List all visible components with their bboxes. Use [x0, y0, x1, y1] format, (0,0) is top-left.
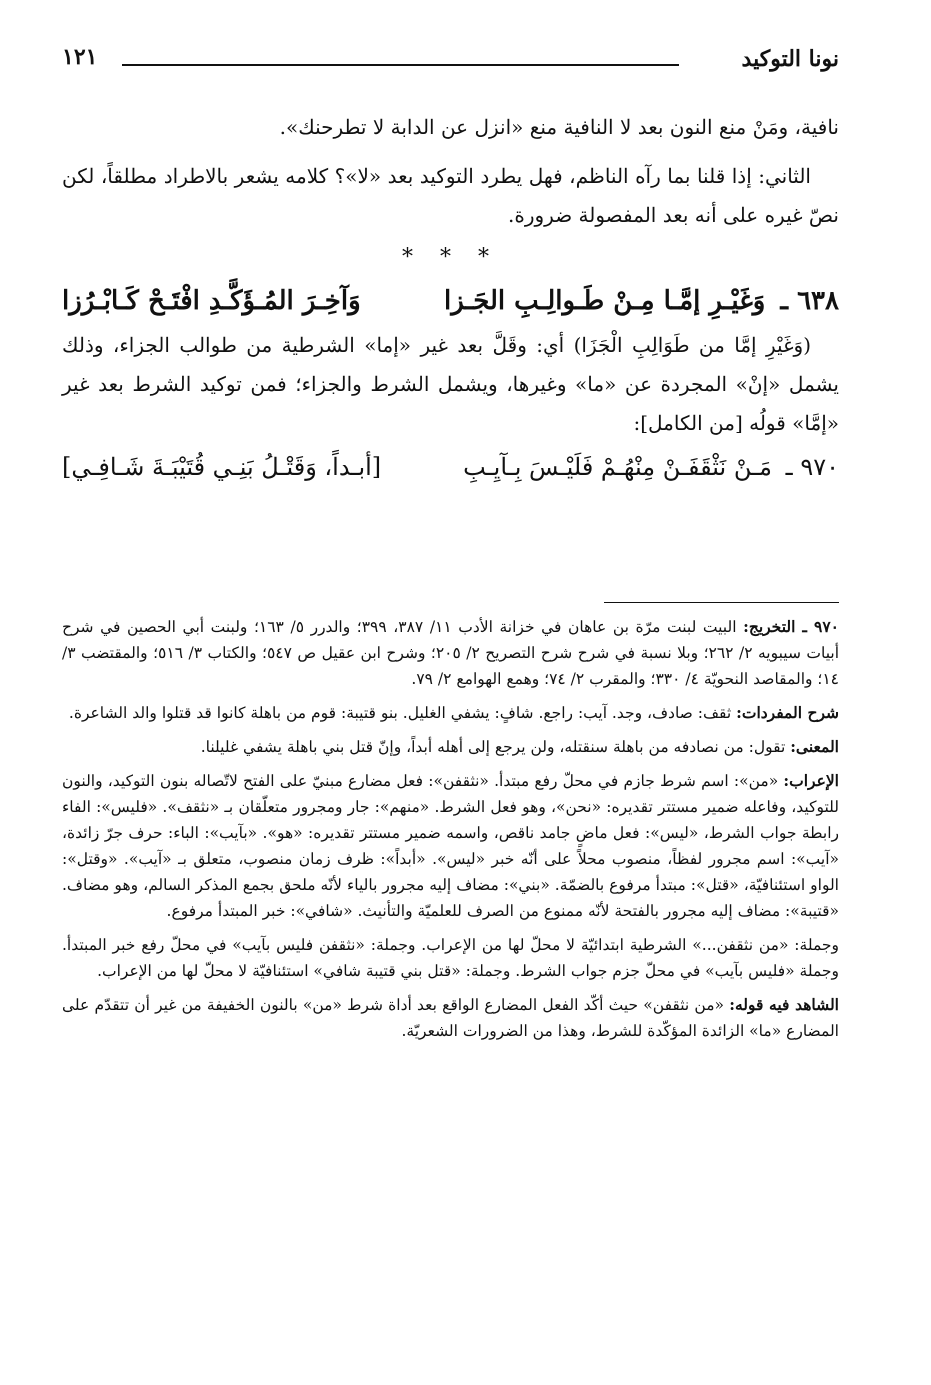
verse-970-first-hemistich — [463, 453, 839, 481]
paragraph-2: الثاني: إذا قلنا بما رآه الناظم، فهل يطرد التوكيد بعد «لا»؟ كلامه يشعر بالاطراد مطلقاً، لكن نصّ غيره على أنه بعد المفصولة ضرورة. — [62, 164, 839, 227]
note-maana — [62, 734, 839, 760]
note-maana-text: تقول: من نصادفه من باهلة سنقتله، ولن يرجع إلى أهله أبداً، وإنّ قتل بني باهلة يشفي غليلنا. — [200, 738, 786, 756]
verse-638-first-hemistich — [444, 286, 839, 316]
note-mufradat — [62, 700, 839, 726]
paragraph-3: (وَغَيْرِ إمَّا من طَوَالِبِ الْجَزَا) أي: وقَلَّ بعد غير «إما» الشرطية من طوالب الجزاء، وذلك يشمل «إنْ» المجردة عن «ما» وغيرها، ويشمل الشرط والجزاء؛ فمن توكيد الشرط بعد غير «إمَّا» قولُه [من الكامل]: — [62, 333, 839, 435]
note-takhrij-label: ٩٧٠ ـ التخريج: — [743, 617, 839, 636]
verse-970-part-2: [أبـداً، وَقَتْـلُ بَنِـي قُتَيْبَـةَ شَـافِـي] — [62, 453, 382, 481]
footnotes — [62, 614, 839, 1052]
footnote-separator — [604, 602, 839, 603]
note-shahid — [62, 992, 839, 1044]
note-takhrij-text: البيت لبنت مرّة بن عاهان في خزانة الأدب ١١/ ٣٨٧، ٣٩٩؛ والدرر ٥/ ١٦٣؛ ولبنت أبي الحصين في شرح أبيات سيبويه ٢/ ٢٦٢؛ وبلا نسبة في شرح شرح التصريح ٢/ ٢٠٥؛ وشرح ابن عقيل ص ٥٤٧؛ والكتاب ٣/ ٥١٦؛ والمقتضب ٣/ ١٤؛ والمقاصد النحويّة ٤/ ٣٣٠؛ والمقرب ٢/ ٧٤؛ وهمع الهوامع ٢/ ٧٩. — [62, 618, 840, 688]
note-maana-label: المعنى: — [790, 737, 839, 756]
note-shahid-text: «من نثقفن» حيث أكّد الفعل المضارع الواقع بعد أداة شرط «من» بالنون الخفيفة من غير أن تتقدّم على المضارع «ما» الزائدة المؤكّدة للشرط، وهذا من الضرورات الشعريّة. — [62, 996, 839, 1040]
note-takhrij — [62, 614, 839, 692]
note-jumla: وجملة: «من نثقفن...» الشرطية ابتدائيّة لا محلّ لها من الإعراب. وجملة: «نثقفن فليس بآيب» في محلّ رفع خبر المبتدأ. وجملة «فليس بآيب» في محلّ جزم جواب الشرط. وجملة: «قتل بني قتيبة شافي» استئنافيّة لا محلّ لها من الإعراب. — [62, 936, 839, 980]
note-shahid-label: الشاهد فيه قوله: — [729, 995, 839, 1014]
note-mufradat-text: ثقف: صادف، وجد. آيب: راجع. شافٍ: يشفي الغليل. بنو قتيبة: قوم من باهلة كانوا قد قتلوا والد الشاعرة. — [68, 704, 732, 722]
note-irab-text: «من»: اسم شرط جازم في محلّ رفع مبتدأ. «نثقفن»: فعل مضارع مبنيّ على الفتح لاتّصاله بنون التوكيد، والنون للتوكيد، وفاعله ضمير مستتر تقديره: «نحن»، وهو فعل الشرط. «منهم»: جار ومجرور متعلّقان بـ «نثقف». «فليس»: الفاء رابطة جواب الشرط، «ليس»: فعل ماضٍ جامد ناقص، واسمه ضمير مستتر تقديره: «هو». «بآيب»: الباء: حرف جرّ زائدة، «آيب»: اسم مجرور لفظاً، منصوب محلاً على أنّه خبر «ليس». «أبداً»: ظرف زمان منصوب، متعلق بـ «آيب». «وقتل»: الواو استئنافيّة، «قتل»: مبتدأ مرفوع بالضمّة. «بني»: مضاف إليه مجرور بالياء لأنّه ملحق بجمع المذكر السالم، وهو مضاف. «قتيبة»: مضاف إليه مجرور بالفتحة لأنّه ممنوع من الصرف للعلميّة والتأنيث. «شافي»: خبر المبتدأ مرفوع. — [62, 772, 839, 920]
verse-970 — [62, 453, 839, 481]
chapter-title: نونا التوكيد — [741, 46, 839, 72]
verse-638-part-2: وَآخِـرَ المُـؤَكَّـدِ افْتَـحْ كَـابْـرُزا — [62, 286, 361, 316]
verse-638 — [62, 286, 839, 316]
page-number: ١٢١ — [62, 44, 98, 70]
verse-970-part-1: مَـنْ نَثْقَفَـنْ مِنْهُـمْ فَلَيْـسَ بِـآيِـبِ — [463, 453, 773, 481]
verse-638-part-1: وَغَيْـرِ إمَّـا مِـنْ طَـوالِـبِ الجَـزا — [444, 286, 766, 316]
running-header — [62, 40, 839, 80]
header-rule — [122, 64, 679, 66]
note-irab-label: الإعراب: — [783, 771, 839, 790]
note-irab — [62, 768, 839, 924]
verse-638-number: ٦٣٨ ـ — [780, 286, 839, 316]
main-text — [62, 108, 839, 491]
paragraph-1: نافية، ومَنْ منع النون بعد لا النافية منع «انزل عن الدابة لا تطرحنك». — [279, 115, 839, 139]
note-mufradat-label: شرح المفردات: — [736, 703, 839, 722]
verse-970-number: ٩٧٠ ـ — [785, 453, 839, 481]
section-divider-stars: * * * — [402, 245, 499, 270]
